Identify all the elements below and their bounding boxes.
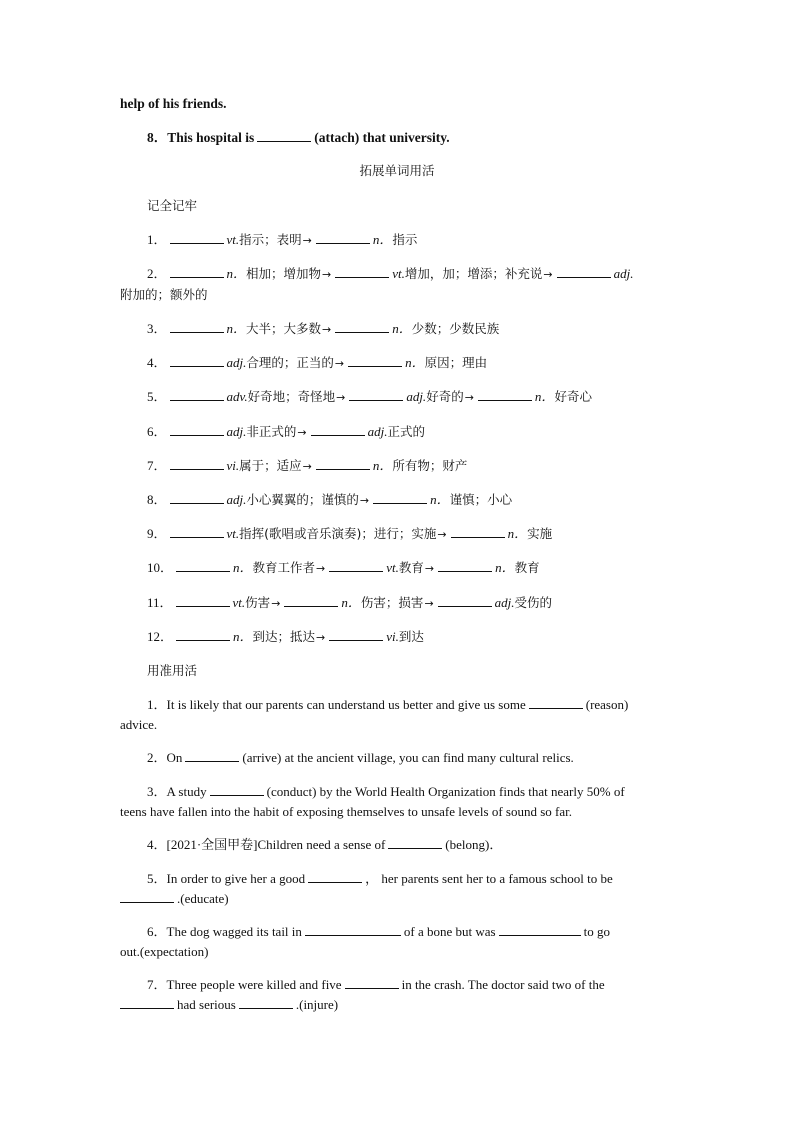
vocab-item: 1． vt.指示；表明→ n．指示 [147,232,418,247]
answer-blank[interactable] [185,750,239,762]
answer-blank[interactable] [329,560,383,572]
arrow-icon: → [543,268,553,281]
continued-text: help of his friends. [120,96,227,111]
answer-blank[interactable] [239,997,293,1009]
arrow-icon: → [336,391,346,404]
answer-blank[interactable] [120,997,174,1009]
answer-blank[interactable] [176,629,230,641]
arrow-icon: → [271,597,281,610]
practice-item: 4．[2021·全国甲卷]Children need a sense of (belong)． [147,837,503,852]
vocab-item-continued: 附加的；额外的 [120,287,208,302]
answer-blank[interactable] [349,389,403,401]
answer-blank[interactable] [348,355,402,367]
vocab-item: 8． adj.小心翼翼的；谨慎的→ n．谨慎；小心 [147,492,513,507]
subheading-practice: 用准用活 [147,663,198,678]
answer-blank[interactable] [120,891,174,903]
arrow-icon: → [316,631,326,644]
answer-blank[interactable] [305,924,401,936]
vocab-item: 7． vi.属于；适应→ n．所有物；财产 [147,458,468,473]
answer-blank[interactable] [311,424,365,436]
answer-blank[interactable] [176,560,230,572]
practice-item-continued: teens have fallen into the habit of exposing themselves to unsafe levels of sound so far. [120,804,572,819]
arrow-icon: → [424,562,435,575]
practice-item: 7．Three people were killed and five in the crash. The doctor said two of the [147,977,605,992]
vocab-item: 2． n．相加；增加物→ vt.增加，加；增添；补充说→ adj. [147,266,634,281]
answer-blank[interactable] [170,355,224,367]
answer-blank[interactable] [170,232,224,244]
answer-blank[interactable] [345,977,399,989]
answer-blank[interactable] [308,871,362,883]
arrow-icon: → [322,323,332,336]
answer-blank[interactable] [557,266,611,278]
practice-item: 1．It is likely that our parents can understand us better and give us some (reason) [147,697,629,712]
arrow-icon: → [302,460,312,473]
arrow-icon: → [316,562,326,575]
answer-blank[interactable] [335,266,389,278]
arrow-icon: → [464,391,474,404]
vocab-item: 12． n．到达；抵达→ vi.到达 [147,629,424,644]
answer-blank[interactable] [176,595,230,607]
arrow-icon: → [302,234,312,247]
answer-blank[interactable] [329,629,383,641]
practice-item-continued: advice. [120,717,158,732]
answer-blank[interactable] [316,458,370,470]
vocab-item: 3． n．大半；大多数→ n．少数；少数民族 [147,321,500,336]
vocab-item: 5． adv.好奇地；奇怪地→ adj.好奇的→ n．好奇心 [147,389,592,404]
arrow-icon: → [424,597,434,610]
section-title: 拓展单词用活 [359,163,435,178]
practice-item: 3．A study (conduct) by the World Health Organization finds that nearly 50% of [147,784,625,799]
answer-blank[interactable] [438,560,492,572]
practice-item: 2．On (arrive) at the ancient village, you can find many cultural relics. [147,750,574,765]
arrow-icon: → [297,426,307,439]
answer-blank[interactable] [170,526,224,538]
answer-blank[interactable] [451,526,505,538]
answer-blank[interactable] [284,595,338,607]
answer-blank[interactable] [388,837,442,849]
answer-blank[interactable] [170,266,224,278]
vocab-item: 10． n．教育工作者→ vt.教育→ n．教育 [147,560,540,575]
practice-item: 5．In order to give her a good ， her parents sent her to a famous school to be [147,871,613,886]
answer-blank[interactable] [170,458,224,470]
answer-blank[interactable] [170,389,224,401]
arrow-icon: → [437,528,447,541]
question-8: 8．This hospital is (attach) that university. [147,130,450,145]
subheading-memorize: 记全记牢 [147,198,198,213]
arrow-icon: → [322,268,332,281]
answer-blank[interactable] [438,595,492,607]
answer-blank[interactable] [529,697,583,709]
answer-blank[interactable] [373,492,427,504]
answer-blank[interactable] [316,232,370,244]
vocab-item: 11． vt.伤害→ n．伤害；损害→ adj.受伤的 [147,595,553,610]
arrow-icon: → [359,494,370,507]
answer-blank[interactable] [210,784,264,796]
answer-blank[interactable] [499,924,581,936]
vocab-item: 6． adj.非正式的→ adj.正式的 [147,424,426,439]
answer-blank[interactable] [335,321,389,333]
answer-blank[interactable] [478,389,532,401]
vocab-item: 4． adj.合理的；正当的→ n．原因；理由 [147,355,488,370]
practice-item-continued: had serious .(injure) [120,996,674,1014]
answer-blank[interactable] [170,424,224,436]
answer-blank[interactable] [257,130,311,142]
vocab-item: 9． vt.指挥(歌唱或音乐演奏)；进行；实施→ n．实施 [147,526,553,541]
answer-blank[interactable] [170,321,224,333]
arrow-icon: → [334,357,345,370]
practice-item-continued: out.(expectation) [120,944,209,959]
practice-item-continued: .(educate) [120,890,674,908]
practice-item: 6．The dog wagged its tail in of a bone but was to go [147,924,610,939]
answer-blank[interactable] [170,492,224,504]
